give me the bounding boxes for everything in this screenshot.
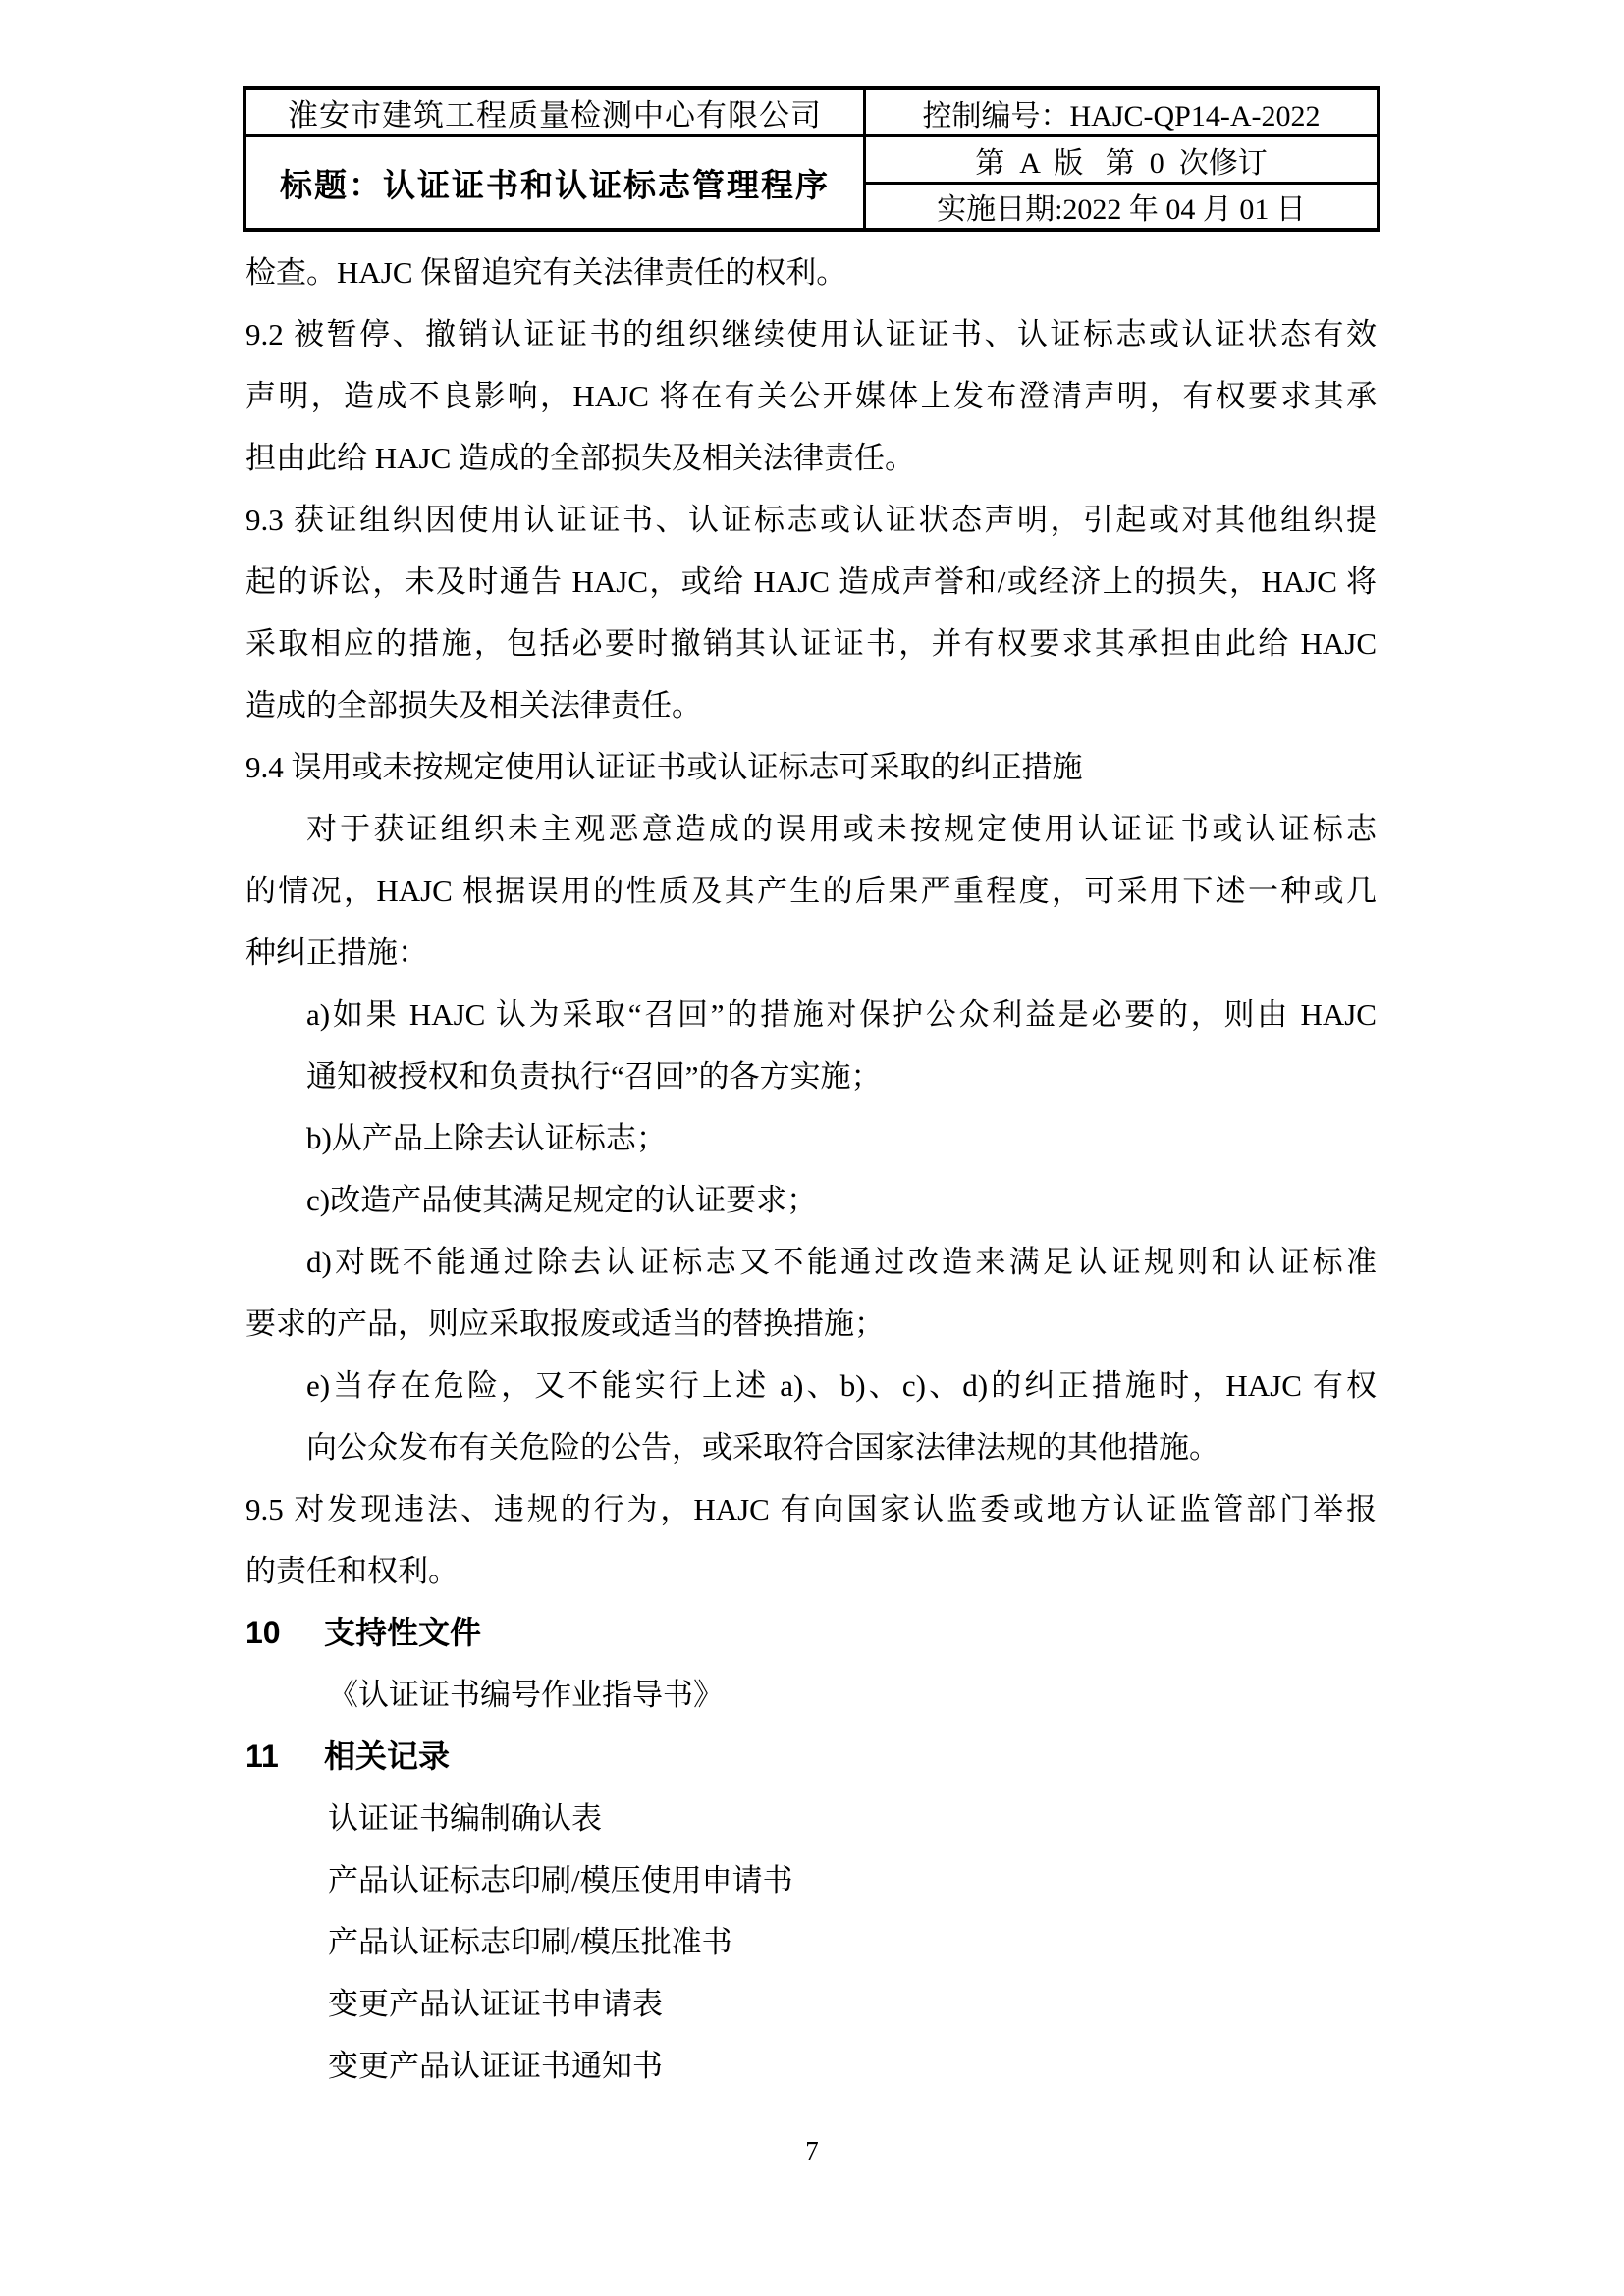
body-line: 检查。HAJC 保留追究有关法律责任的权利。 xyxy=(245,255,847,290)
body-line: a)如果 HAJC 认为采取“召回”的措施对保护公众利益是必要的，则由 HAJC xyxy=(306,997,1377,1032)
body-line: 向公众发布有关危险的公告，或采取符合国家法律法规的其他措施。 xyxy=(306,1430,1219,1465)
body-line: 9.5 对发现违法、违规的行为，HAJC 有向国家认监委或地方认证监管部门举报 xyxy=(245,1492,1377,1526)
header-table xyxy=(243,86,1380,232)
body-line: 担由此给 HAJC 造成的全部损失及相关法律责任。 xyxy=(245,441,916,475)
control-number-cell: 控制编号：HAJC-QP14-A-2022 xyxy=(865,88,1380,136)
body-line: 认证证书编制确认表 xyxy=(328,1801,602,1836)
section-number: 10 xyxy=(245,1615,281,1650)
document-body xyxy=(245,241,1377,2097)
body-line: 《认证证书编号作业指导书》 xyxy=(328,1678,724,1712)
doc-title-cell: 标题：认证证书和认证标志管理程序 xyxy=(244,136,865,231)
body-line: 9.4 误用或未按规定使用认证证书或认证标志可采取的纠正措施 xyxy=(245,750,1083,784)
body-line: e)当存在危险，又不能实行上述 a)、b)、c)、d)的纠正措施时，HAJC 有权 xyxy=(306,1368,1377,1403)
implementation-date-cell: 实施日期:2022 年 04 月 01 日 xyxy=(865,184,1380,231)
body-line: 对于获证组织未主观恶意造成的误用或未按规定使用认证证书或认证标志 xyxy=(306,812,1377,846)
body-line: 变更产品认证证书通知书 xyxy=(328,2049,663,2083)
body-line: 造成的全部损失及相关法律责任。 xyxy=(245,688,702,722)
body-line: 产品认证标志印刷/模压使用申请书 xyxy=(328,1863,793,1897)
body-line: 变更产品认证证书申请表 xyxy=(328,1987,663,2021)
body-line: 产品认证标志印刷/模压批准书 xyxy=(328,1925,732,1959)
body-line: 9.3 获证组织因使用认证证书、认证标志或认证状态声明，引起或对其他组织提 xyxy=(245,503,1377,537)
section-heading xyxy=(245,1602,1377,1664)
body-line: 9.2 被暂停、撤销认证证书的组织继续使用认证证书、认证标志或认证状态有效 xyxy=(245,317,1377,351)
body-line: c)改造产品使其满足规定的认证要求； xyxy=(306,1183,818,1217)
company-name-cell: 淮安市建筑工程质量检测中心有限公司 xyxy=(244,88,865,136)
body-line: 要求的产品，则应采取报废或适当的替换措施； xyxy=(245,1307,885,1341)
section-title: 相关记录 xyxy=(324,1738,451,1774)
section-heading xyxy=(245,1726,1377,1788)
body-line: 采取相应的措施，包括必要时撤销其认证证书，并有权要求其承担由此给 HAJC xyxy=(245,626,1377,661)
body-line: 的情况，HAJC 根据误用的性质及其产生的后果严重程度，可采用下述一种或几 xyxy=(245,874,1377,908)
section-number: 11 xyxy=(245,1738,279,1774)
page-number: 7 xyxy=(805,2136,819,2165)
body-line: d)对既不能通过除去认证标志又不能通过改造来满足认证规则和认证标准 xyxy=(306,1245,1377,1279)
body-line: 的责任和权利。 xyxy=(245,1554,459,1588)
body-line: 种纠正措施： xyxy=(245,935,428,970)
body-line: b)从产品上除去认证标志； xyxy=(306,1121,667,1155)
version-revision-cell: 第 A 版 第 0 次修订 xyxy=(865,136,1380,184)
body-line: 声明，造成不良影响，HAJC 将在有关公开媒体上发布澄清声明，有权要求其承 xyxy=(245,379,1377,413)
section-title: 支持性文件 xyxy=(324,1615,482,1650)
body-line: 通知被授权和负责执行“召回”的各方实施； xyxy=(306,1059,882,1094)
body-line: 起的诉讼，未及时通告 HAJC，或给 HAJC 造成声誉和/或经济上的损失，HAJC 将 xyxy=(245,564,1377,599)
